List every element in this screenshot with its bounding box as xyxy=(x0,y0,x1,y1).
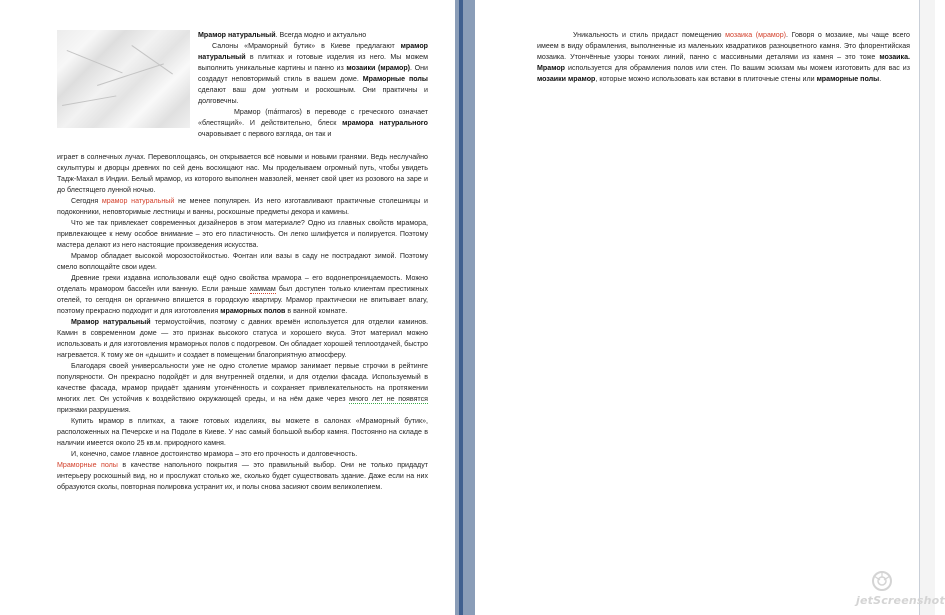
paragraph xyxy=(57,449,428,460)
text-run: Сегодня xyxy=(71,197,102,205)
bold-term: мозаика. Мрамор xyxy=(537,53,910,72)
mosaic-text-block xyxy=(537,30,910,85)
text-run: Мрамор обладает высокой морозостойкостью. Фонтан или вазы в саду не пострадают зимой. Поэтому смело воплощайте свои идеи. xyxy=(57,252,428,271)
text-run: хаммам xyxy=(249,285,276,293)
bold-term: Мраморные полы xyxy=(362,75,428,83)
right-margin-strip xyxy=(920,0,935,615)
paragraph xyxy=(57,152,428,196)
page-divider-shadow xyxy=(459,0,463,615)
watermark-text: jetScreenshot xyxy=(856,594,945,607)
text-run: играет в солнечных лучах. Перевоплощаясь, он открывается всё новыми и новыми гранями. Ведь неслучайно скульптуры и дворцы древних по сей день восхищают нас. Мы проделываем огромный путь, чтобы увидеть Тадж-Махал в Индии. Белый мрамор, из которого выполнен мавзолей, меняет свой цвет из розового на заре и до блестящего лунной ночью. xyxy=(57,153,428,194)
text-run: Благодаря своей универсальности уже не одно столетие мрамор занимает первые строчки в рейтинге популярности. Он прекрасно подойдёт и для внутренней отделки, и для отделки фасада. Используемый в качестве фасада, мрамор придаёт зданиям утончённость и сохраняет привлекательность на протяжении многих лет. Он устойчив к воздействию окружающей среды, и на нём даже через xyxy=(57,362,428,403)
text-run: . Они создадут неповторимый стиль в вашем доме. xyxy=(198,64,428,83)
paragraph xyxy=(57,251,428,273)
paragraph xyxy=(198,107,428,140)
highlighted-term: мозаика (мрамор) xyxy=(725,31,787,39)
text-run: в качестве напольного покрытия — это правильный выбор. Они не только придадут интерьеру роскошный вид, но и прослужат столько же, сколько будет существовать здание. Даже если на них образуются сколы, повторная полировка устранит их, и полы снова засияют своим великолепием. xyxy=(57,461,428,491)
paragraph xyxy=(57,196,428,218)
text-run: в плитках и готовые изделия из него. Мы можем выполнить уникальные картины и панно из xyxy=(198,53,428,72)
bold-term: мраморных полов xyxy=(220,307,286,315)
bold-term: мрамора натурального xyxy=(342,119,428,127)
document-page-right xyxy=(475,0,920,615)
paragraph xyxy=(57,273,428,317)
text-run: сделают ваш дом уютным и роскошным. Они практичны и долговечны. xyxy=(198,86,428,105)
text-run: используется для обрамления полов или стен. По вашим эскизам мы можем изготовить для вас из xyxy=(565,64,910,72)
bold-term: мраморные полы xyxy=(816,75,880,83)
camera-aperture-icon xyxy=(868,570,896,592)
text-run: И, конечно, самое главное достоинство мрамора – это его прочность и долговечность. xyxy=(71,450,358,458)
main-text-block xyxy=(57,152,428,493)
text-run: Купить мрамор в плитках, а также готовых изделиях, вы можете в салонах «Мраморный бутик», расположенных на Печерске и на Подоле в Киеве. У нас самый большой выбор камня. Постоянно на складе в наличии имеется около 25 кв.м. природного камня. xyxy=(57,417,428,447)
paragraph xyxy=(57,460,428,493)
text-run: не менее популярен. Из него изготавливают практичные столешницы и подоконники, неповторимые лестницы и ванны, роскошные предметы декора и камины. xyxy=(57,197,428,216)
intro-text-block xyxy=(198,30,428,140)
bold-term: мозаики мрамор xyxy=(537,75,596,83)
paragraph xyxy=(198,41,428,107)
highlighted-term: мрамор натуральный xyxy=(101,197,175,205)
paragraph xyxy=(57,416,428,449)
text-run: , которые можно использовать как вставки в плиточные стены или xyxy=(595,75,817,83)
page-divider xyxy=(455,0,475,615)
paragraph xyxy=(57,317,428,361)
text-run: Мрамор (mármaros) в переводе с греческого означает «блестящий». И действительно, блеск xyxy=(198,108,428,127)
bold-term: мозаики (мрамор) xyxy=(346,64,411,72)
text-run: очаровывает с первого взгляда, он так и xyxy=(198,130,332,138)
text-run: в ванной комнате. xyxy=(285,307,348,315)
paragraph xyxy=(57,218,428,251)
text-run: признаки разрушения. xyxy=(57,406,131,414)
text-run: Что же так привлекает современных дизайнеров в этом материале? Одно из главных свойств мрамора, привлекающее к нему особое внимание – это его пластичность. Он легко шлифуется и полируется. Поэтому мастера делают из него настоящие произведения искусства. xyxy=(57,219,428,249)
marble-photo xyxy=(57,30,190,128)
text-run: был доступен только клиентам престижных отелей, то сегодня он органично впишется в городскую квартиру. Мрамор практически не впитывает влагу, поэтому прекрасно подходит и для изготовления xyxy=(57,285,428,315)
text-run: термоустойчив, поэтому с давних времён используется для отделки каминов. Камин в современном доме — это признак высокого статуса и хорошего вкуса. Этот материал можно использовать и для изготовления мраморных полов с подогревом. Он обладает хорошей теплоотдачей, быстро нагревается. К тому же он «дышит» и создает в помещении благоприятную атмосферу. xyxy=(57,318,428,359)
text-run: . xyxy=(879,75,882,83)
text-run: . Говоря о мозаике, мы чаще всего имеем в виду обрамления, выполненные из маленьких квадратиков разноцветного камня. Это флорентийская мозаика. Утончённые узоры тонких линий, панно с массивными деталями из камня – это тоже xyxy=(537,31,910,61)
bold-term: мрамор натуральный xyxy=(198,42,428,61)
bold-term: Мрамор натуральный xyxy=(71,318,151,326)
text-run: много лет не появятся xyxy=(349,395,428,403)
paragraph xyxy=(537,30,910,85)
highlighted-term: Мраморные полы xyxy=(57,461,118,469)
bold-term: Мрамор натуральный xyxy=(198,31,276,39)
paragraph xyxy=(198,30,428,41)
text-run: Салоны «Мраморный бутик» в Киеве предлагают xyxy=(212,42,401,50)
text-run: . Всегда модно и актуально xyxy=(275,31,367,39)
text-run: Уникальность и стиль придаст помещению xyxy=(573,31,726,39)
paragraph xyxy=(57,361,428,416)
text-run: Древние греки издавна использовали ещё одно свойства мрамора – его водонепроницаемость. Можно отделать мрамором бассейн или ванную. Если раньше xyxy=(57,274,428,293)
